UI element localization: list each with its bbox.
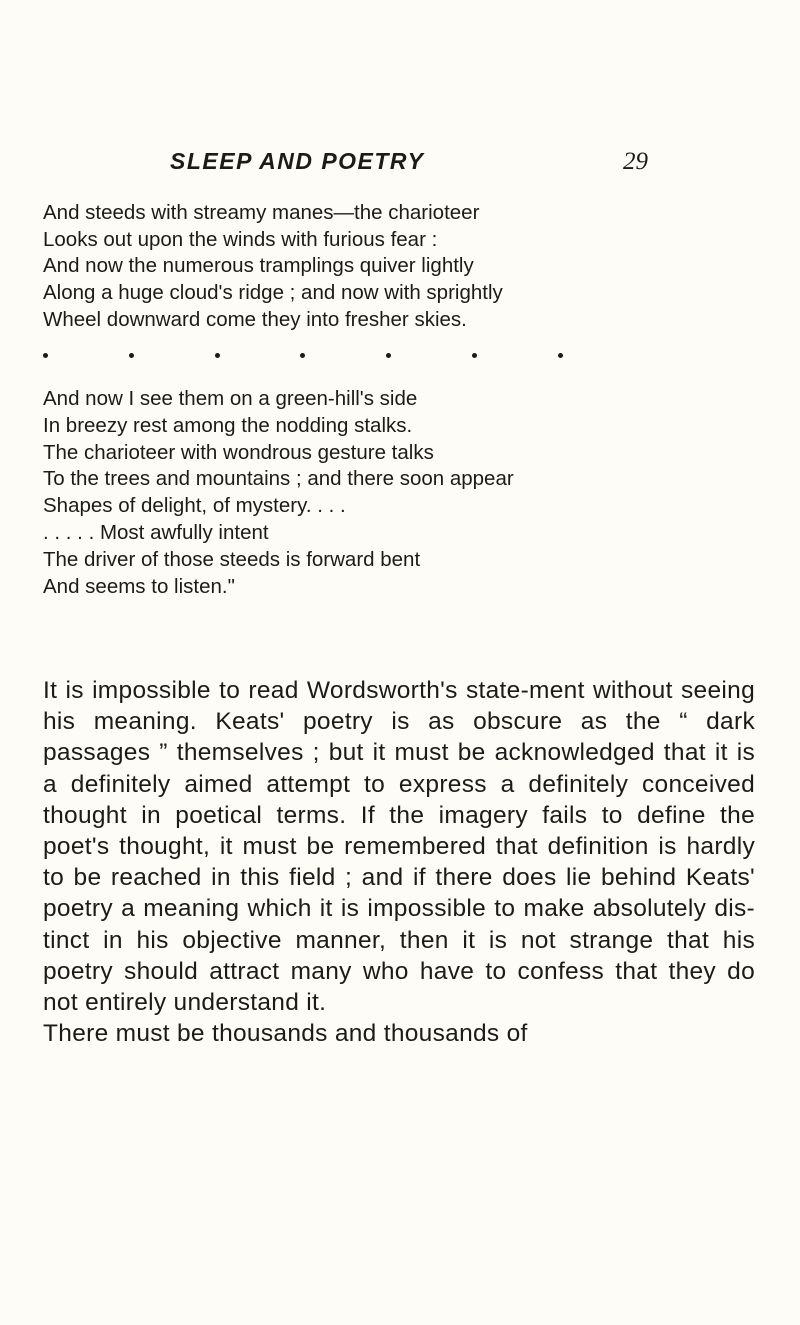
ellipsis-separator <box>43 342 563 368</box>
prose-body <box>43 675 755 1049</box>
separator-dot <box>300 353 305 358</box>
poem-stanza-1 <box>43 200 743 333</box>
poem-line: The charioteer with wondrous gesture talks <box>43 440 434 464</box>
poem-line: Shapes of delight, of mystery. . . . <box>43 494 346 518</box>
prose-paragraph: It is impossible to read Wordsworth's state-ment without seeing his meaning. Keats' poetry is as obscure as the “ dark passages ” themselves ; but it must be acknowledged that it is a definitely aimed attempt to express a definitely conceived thought in poetical terms. If the imagery fails to define the poet's thought, it must be remembered that definition is hardly to be reached in this field ; and if there does lie behind Keats' poetry a meaning which it is impossible to make absolutely dis-tinct in his objective manner, then it is not strange that his poetry should attract many who have to confess that they do not entirely understand it. <box>43 677 755 1017</box>
separator-dot <box>472 353 477 358</box>
poem-line: Wheel downward come they into fresher skies. <box>43 307 467 331</box>
running-head <box>170 148 650 182</box>
poem-line: To the trees and mountains ; and there soon appear <box>43 467 514 491</box>
poem-line: In breezy rest among the nodding stalks. <box>43 413 413 437</box>
poem-line: And steeds with streamy manes—the charioteer <box>43 201 480 224</box>
poem-line: And now I see them on a green-hill's side <box>43 387 418 410</box>
separator-dot <box>43 353 48 358</box>
separator-dot <box>215 353 220 358</box>
poem-line: The driver of those steeds is forward bent <box>43 547 421 571</box>
page-number: 29 <box>623 148 648 175</box>
separator-dot <box>558 353 563 358</box>
poem-line: . . . . . Most awfully intent <box>43 520 269 544</box>
poem-stanza-2 <box>43 386 743 600</box>
prose-paragraph: There must be thousands and thousands of <box>43 1020 528 1048</box>
poem-line: Looks out upon the winds with furious fear : <box>43 227 438 251</box>
separator-dot <box>129 353 134 358</box>
poem-line: Along a huge cloud's ridge ; and now with sprightly <box>43 281 503 305</box>
separator-dot <box>386 353 391 358</box>
poem-line: And now the numerous tramplings quiver lightly <box>43 254 474 278</box>
running-title: SLEEP AND POETRY <box>170 148 425 174</box>
poem-line: And seems to listen." <box>43 574 235 598</box>
